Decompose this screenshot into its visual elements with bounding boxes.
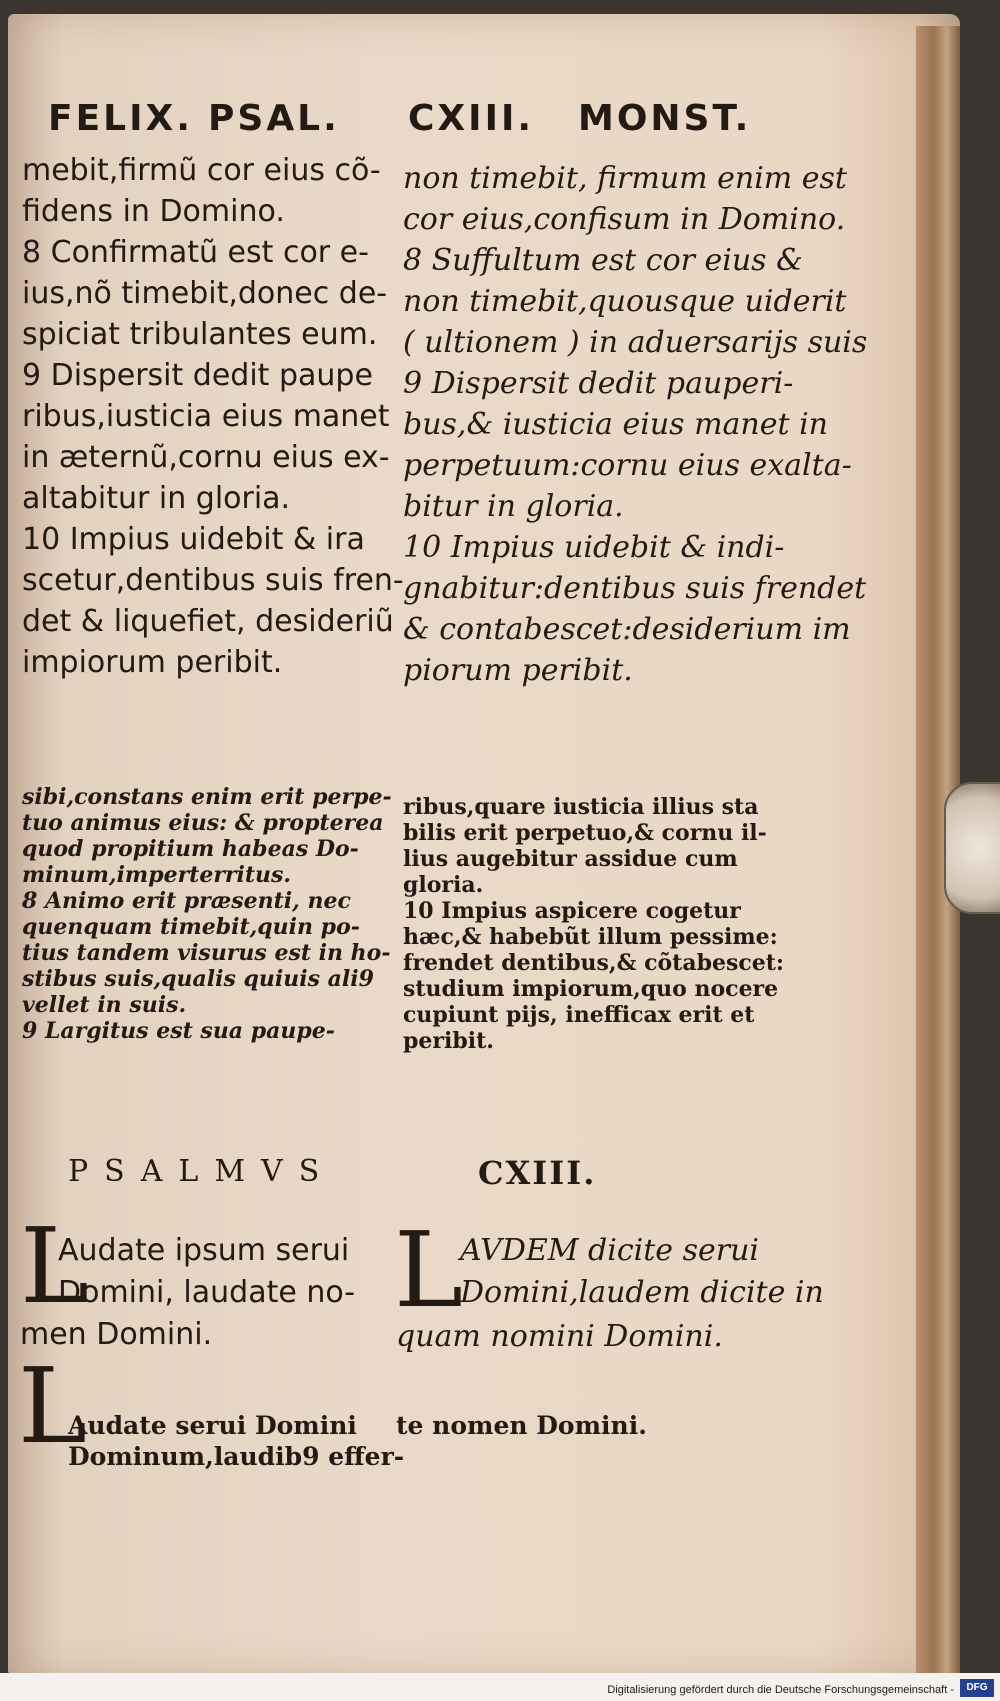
text-line: 8 Confirmatũ est cor e- [22,235,369,270]
text-line: non timebit, firmum enim est [403,161,847,196]
text-line: spiciat tribulantes eum. [22,317,378,352]
text-line: 9 Dispersit dedit pauperi- [403,366,794,401]
header-monst: MONST. [578,98,752,139]
psalm-heading-right: CXIII. [478,1154,597,1192]
text-line: tius tandem visurus est in ho- [22,940,391,966]
text-line: gloria. [403,872,484,898]
text-line: tuo animus eius: & propterea [22,810,384,836]
text-line: scetur,dentibus suis fren- [22,563,404,598]
text-line: in æternũ,cornu eius ex- [22,440,390,475]
text-line: lius augebitur assidue cum [403,846,738,872]
text-line: bilis erit perpetuo,& cornu il- [403,820,767,846]
text-line: Dominum,laudib9 effer- [68,1442,405,1471]
text-line: bus,& iusticia eius manet in [403,407,828,442]
text-line: piorum peribit. [403,653,633,688]
text-line: Audate ipsum serui [58,1233,350,1268]
text-line: quenquam timebit,quin po- [22,914,360,940]
drop-cap-initial: L [394,1209,464,1331]
text-line: bitur in gloria. [403,489,624,524]
psalm-right-text [460,1230,880,1314]
drop-cap-initial: L [20,1205,90,1327]
text-line: cor eius,confisum in Domino. [403,202,846,237]
text-line: mebit,firmũ cor eius cõ- [22,153,381,188]
upper-right-column [403,158,868,691]
text-line: men Domini. [20,1317,213,1352]
text-line: minum,imperterritus. [22,862,292,888]
header-psal: PSAL. [208,98,340,139]
text-line: perpetuum:cornu eius exalta- [403,448,852,483]
text-line: gnabitur:dentibus suis frendet [403,571,867,606]
text-line: quod propitium habeas Do- [22,836,359,862]
lower-right-column [403,794,823,1054]
header-number: CXIII. [408,98,535,139]
running-header [8,98,960,158]
text-line: altabitur in gloria. [22,481,291,516]
text-line: 10 Impius aspicere cogetur [403,898,741,924]
text-line: 9 Largitus est sua paupe- [22,1018,335,1044]
footer-strip [0,1673,1000,1701]
book-clasp [944,782,1000,914]
psalm-bottom-left-text [68,1410,428,1472]
text-line: sibi,constans enim erit perpe- [22,784,392,810]
header-felix: FELIX. [48,98,193,139]
text-line: non timebit,quousque uiderit [403,284,847,319]
drop-cap-initial: L [18,1345,88,1467]
text-line: hæc,& habebũt illum pessime: [403,924,778,950]
upper-left-column [22,150,404,683]
text-line: cupiunt pijs, inefficax erit et [403,1002,755,1028]
text-line: ius,nõ timebit,donec de- [22,276,388,311]
text-line: te nomen Domini. [396,1411,647,1440]
text-line: AVDEM dicite serui [460,1233,759,1268]
text-line: Audate serui Domini [68,1411,357,1440]
text-line: 10 Impius uidebit & ira [22,522,365,557]
text-line: & contabescet:desiderium im [403,612,851,647]
psalm-left-text [58,1230,418,1314]
text-line: frendet dentibus,& cõtabescet: [403,950,785,976]
text-line: Domini, laudate no- [58,1275,356,1310]
text-line: Domini,laudem dicite in [460,1275,824,1310]
text-line: det & liquefiet, desideriũ [22,604,394,639]
text-line: 9 Dispersit dedit paupe [22,358,373,393]
text-line: quam nomini Domini. [396,1319,723,1354]
psalm-right-text-tail [396,1316,816,1358]
text-line: 8 Suffultum est cor eius & [403,243,803,278]
lower-left-column [22,784,392,1044]
psalm-heading-left: PSALMVS [68,1154,336,1189]
book-page [8,14,960,1676]
psalm-bottom-right-text [396,1410,647,1441]
digitization-credit: Digitalisierung gefördert durch die Deutsche Forschungsgemeinschaft - [607,1684,954,1696]
text-line: ribus,quare iusticia illius sta [403,794,759,820]
text-line: peribit. [403,1028,494,1054]
text-line: ( ultionem ) in aduersarijs suis [403,325,868,360]
text-line: fidens in Domino. [22,194,285,229]
text-line: 8 Animo erit præsenti, nec [22,888,351,914]
text-line: impiorum peribit. [22,645,283,680]
text-line: studium impiorum,quo nocere [403,976,779,1002]
dfg-logo: DFG [960,1679,994,1697]
text-line: vellet in suis. [22,992,187,1018]
text-line: 10 Impius uidebit & indi- [403,530,785,565]
text-line: stibus suis,qualis quiuis ali9 [22,966,374,992]
text-line: ribus,iusticia eius manet [22,399,390,434]
